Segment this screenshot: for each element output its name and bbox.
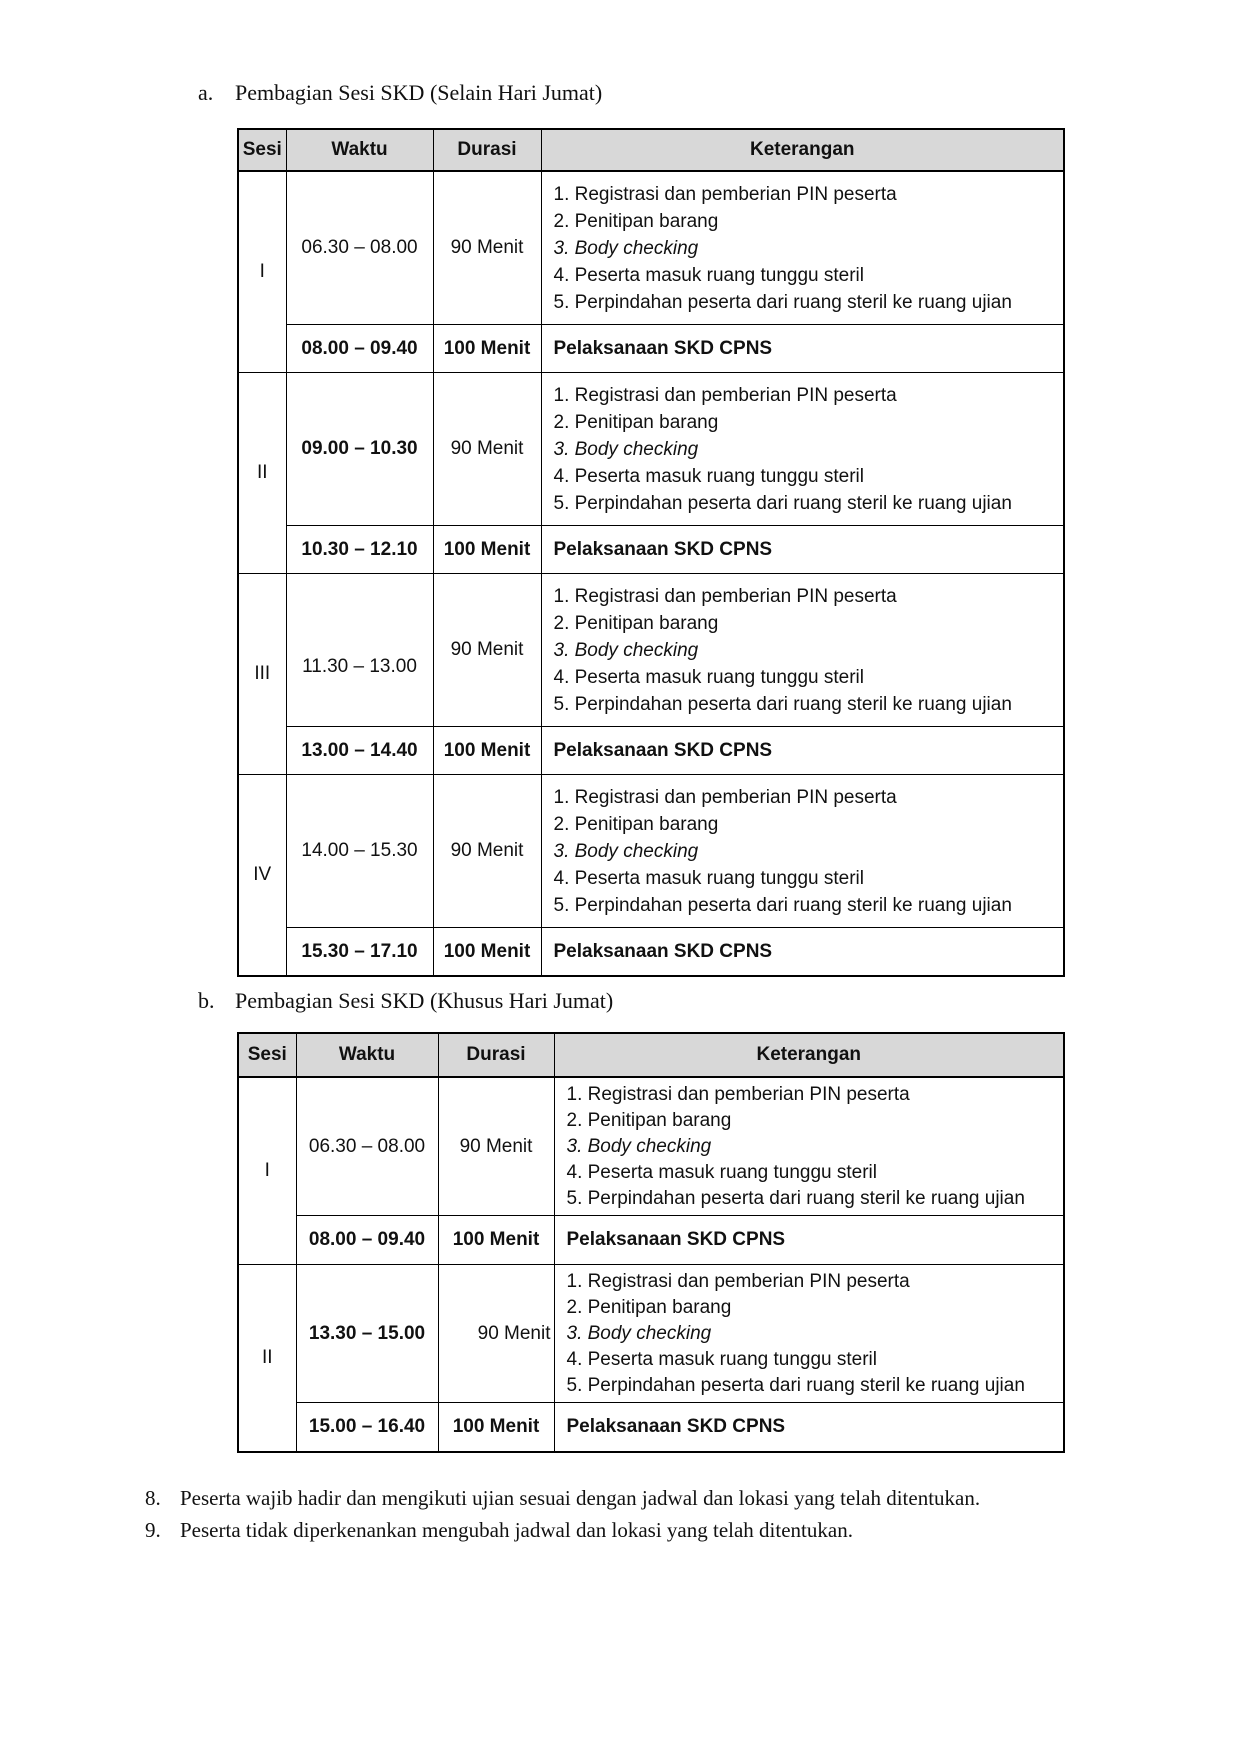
note-8-number: 8. [145, 1486, 161, 1510]
table-row [238, 171, 1064, 325]
keterangan-item: 4. Peserta masuk ruang tunggu steril [553, 867, 865, 889]
table-row [238, 1216, 1064, 1265]
keterangan-item: 2. Penitipan barang [566, 1296, 732, 1318]
prep-durasi: 90 Menit [438, 1265, 554, 1403]
prep-keterangan-list [541, 171, 1064, 325]
keterangan-item: 1. Registrasi dan pemberian PIN peserta [553, 183, 897, 205]
session-ii-label: II [238, 373, 286, 574]
table-row [238, 1265, 1064, 1403]
exam-waktu: 10.30 – 12.10 [286, 526, 433, 574]
col-header-waktu: Waktu [286, 129, 433, 171]
exam-waktu: 08.00 – 09.40 [286, 325, 433, 373]
prep-waktu: 06.30 – 08.00 [296, 1077, 438, 1216]
keterangan-item: 4. Peserta masuk ruang tunggu steril [553, 666, 865, 688]
note-8-text: Peserta wajib hadir dan mengikuti ujian sesuai dengan jadwal dan lokasi yang telah ditentukan. [180, 1486, 981, 1510]
prep-durasi: 90 Menit [433, 373, 541, 526]
col-header-waktu: Waktu [296, 1033, 438, 1077]
keterangan-item: 3. Body checking [553, 438, 699, 460]
keterangan-item: 1. Registrasi dan pemberian PIN peserta [553, 384, 897, 406]
skd-session-table-selain-jumat [237, 128, 1065, 977]
prep-keterangan-list [541, 373, 1064, 526]
keterangan-item: 3. Body checking [566, 1135, 712, 1157]
col-header-sesi: Sesi [238, 129, 286, 171]
keterangan-item: 2. Penitipan barang [553, 210, 719, 232]
col-header-durasi: Durasi [433, 129, 541, 171]
keterangan-item: 2. Penitipan barang [553, 612, 719, 634]
keterangan-item: 3. Body checking [553, 639, 699, 661]
prep-durasi: 90 Menit [433, 171, 541, 325]
exam-durasi: 100 Menit [433, 928, 541, 977]
keterangan-item: 1. Registrasi dan pemberian PIN peserta [553, 786, 897, 808]
keterangan-item: 1. Registrasi dan pemberian PIN peserta [566, 1083, 910, 1105]
prep-keterangan-list [541, 775, 1064, 928]
prep-durasi: 90 Menit [433, 775, 541, 928]
keterangan-item: 2. Penitipan barang [566, 1109, 732, 1131]
note-9 [145, 1514, 980, 1546]
prep-keterangan-list [554, 1077, 1064, 1216]
table-row [238, 373, 1064, 526]
exam-keterangan: Pelaksanaan SKD CPNS [554, 1216, 1064, 1265]
keterangan-item: 4. Peserta masuk ruang tunggu steril [566, 1348, 878, 1370]
session-iv-label: IV [238, 775, 286, 977]
session-i-label: I [238, 171, 286, 373]
exam-durasi: 100 Menit [433, 325, 541, 373]
table-row [238, 727, 1064, 775]
col-header-sesi: Sesi [238, 1033, 296, 1077]
keterangan-item: 2. Penitipan barang [553, 813, 719, 835]
prep-waktu: 09.00 – 10.30 [286, 373, 433, 526]
prep-waktu: 13.30 – 15.00 [296, 1265, 438, 1403]
keterangan-item: 3. Body checking [553, 840, 699, 862]
keterangan-item: 5. Perpindahan peserta dari ruang steril ke ruang ujian [553, 492, 1012, 514]
section-b-heading [198, 988, 613, 1014]
prep-durasi: 90 Menit [438, 1077, 554, 1216]
exam-keterangan: Pelaksanaan SKD CPNS [541, 325, 1064, 373]
prep-durasi: 90 Menit [433, 574, 541, 727]
table-row [238, 928, 1064, 977]
keterangan-item: 1. Registrasi dan pemberian PIN peserta [566, 1270, 910, 1292]
keterangan-item: 4. Peserta masuk ruang tunggu steril [566, 1161, 878, 1183]
prep-waktu: 06.30 – 08.00 [286, 171, 433, 325]
table-row [238, 775, 1064, 928]
section-a-heading [198, 80, 602, 106]
exam-waktu: 15.00 – 16.40 [296, 1403, 438, 1453]
table-row [238, 325, 1064, 373]
table-row [238, 1403, 1064, 1453]
table-row [238, 1077, 1064, 1216]
col-header-keterangan: Keterangan [541, 129, 1064, 171]
section-b-label: b. [198, 988, 215, 1013]
keterangan-item: 5. Perpindahan peserta dari ruang steril ke ruang ujian [553, 693, 1012, 715]
col-header-keterangan: Keterangan [554, 1033, 1064, 1077]
exam-waktu: 08.00 – 09.40 [296, 1216, 438, 1265]
note-9-number: 9. [145, 1518, 161, 1542]
exam-keterangan: Pelaksanaan SKD CPNS [541, 928, 1064, 977]
session-ii-label: II [238, 1265, 296, 1453]
exam-keterangan: Pelaksanaan SKD CPNS [541, 727, 1064, 775]
exam-durasi: 100 Menit [433, 727, 541, 775]
keterangan-item: 5. Perpindahan peserta dari ruang steril ke ruang ujian [566, 1187, 1025, 1209]
skd-session-table-khusus-jumat [237, 1032, 1065, 1453]
session-iii-label: III [238, 574, 286, 775]
keterangan-item: 4. Peserta masuk ruang tunggu steril [553, 465, 865, 487]
col-header-durasi: Durasi [438, 1033, 554, 1077]
prep-keterangan-list [554, 1265, 1064, 1403]
exam-keterangan: Pelaksanaan SKD CPNS [554, 1403, 1064, 1453]
prep-waktu: 14.00 – 15.30 [286, 775, 433, 928]
table-row [238, 574, 1064, 727]
exam-durasi: 100 Menit [438, 1216, 554, 1265]
note-8 [145, 1482, 980, 1514]
keterangan-item: 3. Body checking [566, 1322, 712, 1344]
keterangan-item: 1. Registrasi dan pemberian PIN peserta [553, 585, 897, 607]
keterangan-item: 2. Penitipan barang [553, 411, 719, 433]
keterangan-item: 5. Perpindahan peserta dari ruang steril ke ruang ujian [553, 291, 1012, 313]
section-a-label: a. [198, 80, 214, 105]
section-b-title: Pembagian Sesi SKD (Khusus Hari Jumat) [235, 988, 614, 1013]
table-b-header-row [238, 1033, 1064, 1077]
section-a-title: Pembagian Sesi SKD (Selain Hari Jumat) [235, 80, 603, 105]
exam-keterangan: Pelaksanaan SKD CPNS [541, 526, 1064, 574]
notes-list [145, 1482, 980, 1546]
keterangan-item: 5. Perpindahan peserta dari ruang steril ke ruang ujian [553, 894, 1012, 916]
table-a-header-row [238, 129, 1064, 171]
prep-waktu: 11.30 – 13.00 [286, 574, 433, 727]
exam-durasi: 100 Menit [438, 1403, 554, 1453]
keterangan-item: 3. Body checking [553, 237, 699, 259]
table-row [238, 526, 1064, 574]
session-i-label: I [238, 1077, 296, 1265]
keterangan-item: 4. Peserta masuk ruang tunggu steril [553, 264, 865, 286]
prep-keterangan-list [541, 574, 1064, 727]
note-9-text: Peserta tidak diperkenankan mengubah jadwal dan lokasi yang telah ditentukan. [180, 1518, 853, 1542]
exam-durasi: 100 Menit [433, 526, 541, 574]
keterangan-item: 5. Perpindahan peserta dari ruang steril ke ruang ujian [566, 1374, 1025, 1396]
exam-waktu: 13.00 – 14.40 [286, 727, 433, 775]
exam-waktu: 15.30 – 17.10 [286, 928, 433, 977]
